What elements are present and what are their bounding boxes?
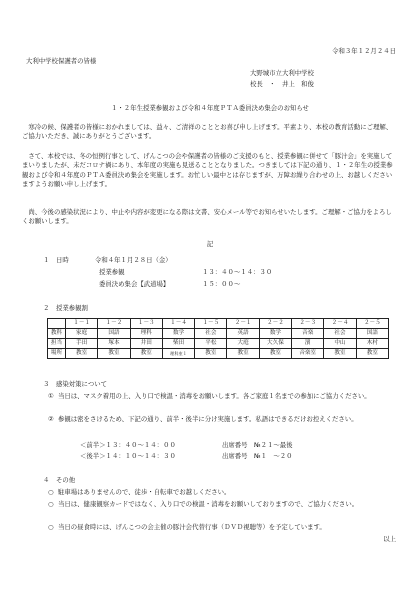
principal-name: 校長 ・ 井上 和俊 xyxy=(250,80,314,88)
table-header-cell: ２－３ xyxy=(292,319,324,329)
table-row xyxy=(48,339,389,349)
committee-meeting-time: １５：００～ xyxy=(202,280,241,288)
table-header-cell: １－５ xyxy=(195,319,227,329)
other-item-2 xyxy=(48,500,396,509)
table-cell: 教室 xyxy=(130,349,162,359)
table-cell: 担当 xyxy=(48,339,66,349)
item-marker: ○ xyxy=(48,488,54,496)
table-cell: 平松 xyxy=(195,339,227,349)
table-header-cell: ２－４ xyxy=(324,319,356,329)
table-cell: 場所 xyxy=(48,349,66,359)
event-date: 令和４年１月２８日（金） xyxy=(95,256,172,264)
recipient: 大利中学校保護者の皆様 xyxy=(26,57,97,65)
paragraph-greeting: 寒冷の候、保護者の皆様におかれましては、益々、ご清祥のこととお喜び申し上げます。平素より、本校の教育活動にご理解、ご協力いただき、誠にありがとうございます。 xyxy=(22,123,393,141)
table-cell: 理科室１ xyxy=(162,349,194,359)
first-half-time: ＜前半＞１３：４０～１４：００ xyxy=(80,441,176,449)
section-4-number: ４ xyxy=(43,476,50,484)
table-header-cell: ２－５ xyxy=(356,319,388,329)
table-row xyxy=(48,349,389,359)
item-text: 参観は密をさけるため、下記の通り、前半・後半に分け実施します。私語はできるだけお控えください。 xyxy=(58,415,358,423)
item-marker: ② xyxy=(48,415,54,423)
class-observation-time: １３：４０～１４：３０ xyxy=(202,268,273,276)
table-cell: 教室 xyxy=(324,349,356,359)
table-cell: 大庭 xyxy=(227,339,259,349)
section-1-number: １ xyxy=(43,256,50,264)
table-header-cell: ２－１ xyxy=(227,319,259,329)
table-cell: 塚本 xyxy=(98,339,130,349)
table-cell: 大久保 xyxy=(259,339,291,349)
item-text: 駐車場はありませんので、徒歩・自転車でお越しください。 xyxy=(58,488,231,496)
table-cell: 教室 xyxy=(227,349,259,359)
infection-item-2 xyxy=(48,415,396,424)
section-3-label: 感染対策について xyxy=(56,380,107,388)
first-half-seats: 出席番号 №２１～最後 xyxy=(222,441,293,449)
item-text: 当日は、マスク着用の上、入り口で検温・消毒をお願いします。各ご家庭１名までの参加にご協力ください。 xyxy=(58,392,371,400)
table-cell: 教科 xyxy=(48,329,66,339)
infection-item-1 xyxy=(48,392,396,401)
table-cell: 国語 xyxy=(98,329,130,339)
table-header-cell: ２－２ xyxy=(259,319,291,329)
observation-schedule-table xyxy=(47,318,389,359)
table-cell: 教室 xyxy=(356,349,388,359)
table-row xyxy=(48,329,389,339)
table-cell: 教室 xyxy=(66,349,98,359)
table-cell: 数学 xyxy=(259,329,291,339)
table-cell: 井田 xyxy=(130,339,162,349)
section-4-label: その他 xyxy=(56,476,76,484)
table-cell: 音楽室 xyxy=(292,349,324,359)
table-cell: 音楽 xyxy=(292,329,324,339)
item-marker: ○ xyxy=(48,500,54,508)
ki-heading: 記 xyxy=(206,240,214,248)
table-cell: 柴田 xyxy=(162,339,194,349)
table-cell: 社会 xyxy=(195,329,227,339)
table-header-cell xyxy=(48,319,66,329)
document-title: １・２年生授業参観および令和４年度ＰＴＡ委員決め集会のお知らせ xyxy=(111,104,309,112)
section-2-number: ２ xyxy=(43,304,50,312)
committee-meeting-label: 委員決め集会【武道場】 xyxy=(99,280,170,288)
other-item-1 xyxy=(48,488,396,497)
item-text: 当日は、健康観察カードではなく、入り口での検温・消毒をお願いしておりますので、ご協力ください。 xyxy=(58,500,359,508)
school-name: 大野城市立大利中学校 xyxy=(250,69,314,77)
table-cell: 社会 xyxy=(324,329,356,339)
paragraph-notice: 尚、今後の感染状況により、中止や内容が変更になる際は文書、安心メール等でお知らせいたします。ご理解・ご協力をよろしくお願いします。 xyxy=(22,208,392,226)
table-cell: 国語 xyxy=(356,329,388,339)
table-cell: 家庭 xyxy=(66,329,98,339)
second-half-seats: 出席番号 №１ ～２０ xyxy=(222,452,293,460)
section-1-label: 日時 xyxy=(56,256,69,264)
table-header-cell: １－１ xyxy=(66,319,98,329)
item-marker: ① xyxy=(48,392,54,400)
section-3-number: ３ xyxy=(43,380,50,388)
table-cell: 手田 xyxy=(66,339,98,349)
table-cell: 木村 xyxy=(356,339,388,349)
closing-mark: 以上 xyxy=(383,535,396,543)
table-cell: 数学 xyxy=(162,329,194,339)
table-cell: 理科 xyxy=(130,329,162,339)
document-date: 令和３年１２月２４日 xyxy=(332,47,396,55)
table-cell: 濱 xyxy=(292,339,324,349)
item-text: 当日の昼食時には、げんこつの会主催の豚汁会代替行事（ＤＶＤ視聴等）を予定しています。 xyxy=(58,523,326,531)
table-cell: 中山 xyxy=(324,339,356,349)
second-half-time: ＜後半＞１４：１０～１４：３０ xyxy=(80,452,176,460)
section-2-label: 授業参観割 xyxy=(56,304,88,312)
table-header-cell: １－２ xyxy=(98,319,130,329)
table-cell: 英語 xyxy=(227,329,259,339)
table-header-cell: １－４ xyxy=(162,319,194,329)
table-cell: 教室 xyxy=(98,349,130,359)
table-cell: 教室 xyxy=(259,349,291,359)
table-header-row xyxy=(48,319,389,329)
table-header-cell: １－３ xyxy=(130,319,162,329)
class-observation-label: 授業参観 xyxy=(99,268,125,276)
item-marker: ○ xyxy=(48,523,54,531)
other-item-3 xyxy=(48,523,396,532)
table-cell: 教室 xyxy=(195,349,227,359)
paragraph-main: さて、本校では、冬の恒例行事として、げんこつの会や保護者の皆様のご支援のもと、授業参観に併せて「豚汁会」を実施してまいりましたが、未だコロナ禍にあり、本年度の実施も見送ることとなりました。つきましては下記の通り、１・２年生の授業参観および令和４年度のＰＴＡ委員決め集会を実施します。お忙しい最中とは存じますが、万障お繰り合わせの上、お越しくださいますようお願い申し上げます。 xyxy=(22,152,393,188)
